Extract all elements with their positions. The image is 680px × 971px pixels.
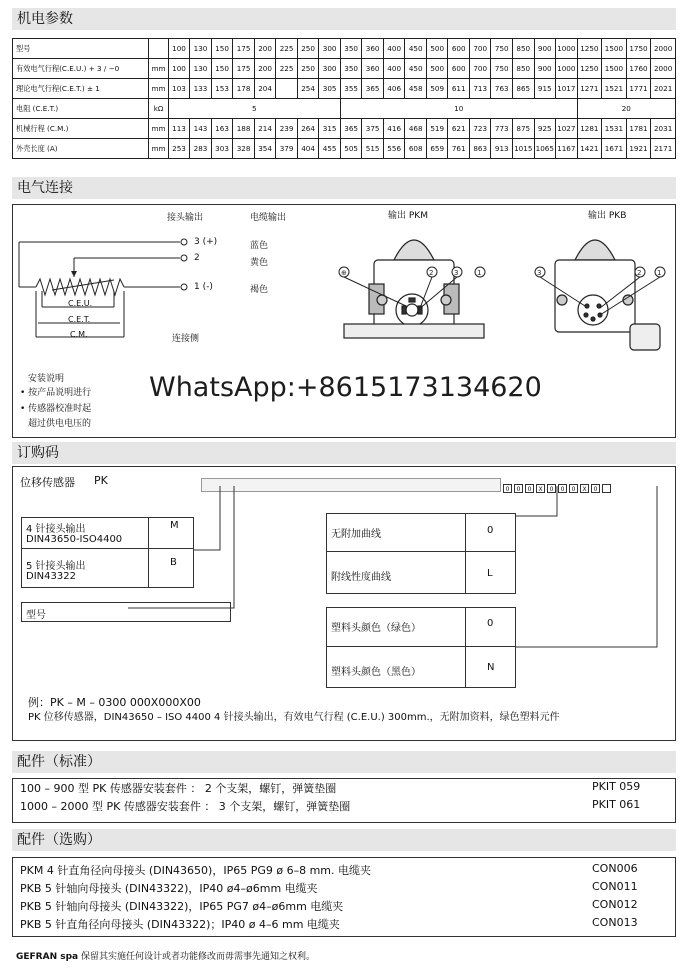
order-example-line1: 例：PK – M – 0300 000X000X00 <box>28 696 201 709</box>
install-title: 安装说明 <box>28 374 65 384</box>
section-header-optional-accessories: 配件（选购） <box>12 829 676 851</box>
code-box: 0 <box>591 484 600 493</box>
params-cell: 556 <box>383 139 405 159</box>
params-cell: 700 <box>469 59 491 79</box>
install-note-2: • 传感器校准时起 <box>20 404 92 414</box>
params-cell: 773 <box>491 119 513 139</box>
params-cell: 350 <box>340 59 362 79</box>
params-cell: 900 <box>534 59 556 79</box>
params-cell: 254 <box>297 79 319 99</box>
params-cell: 365 <box>362 79 384 99</box>
params-cell: 519 <box>426 119 448 139</box>
params-cell: 458 <box>405 79 427 99</box>
option-m-line2: DIN43650-ISO4400 <box>26 534 123 545</box>
params-cell: 1750 <box>626 39 651 59</box>
pkb-connector-drawing <box>530 220 670 355</box>
params-cell: 455 <box>319 139 341 159</box>
params-cell: 375 <box>362 119 384 139</box>
params-cell: 2021 <box>651 79 676 99</box>
whatsapp-watermark <box>141 361 584 414</box>
params-cell <box>276 79 298 99</box>
params-row-unit: mm <box>149 139 168 159</box>
color-option-green-code: 0 <box>487 618 494 629</box>
svg-text:1: 1 <box>477 269 482 277</box>
params-cell: 468 <box>405 119 427 139</box>
option-m-code: M <box>170 520 179 531</box>
params-cell: 509 <box>426 79 448 99</box>
model-label: 型号 <box>26 610 46 621</box>
watermark-text: WhatsApp:+8615173134620 <box>149 372 542 403</box>
params-row <box>13 39 676 59</box>
params-cell: 300 <box>319 39 341 59</box>
cable-output-header: 电缆输出 <box>250 213 287 223</box>
params-cell: 621 <box>448 119 470 139</box>
params-cell: 200 <box>254 39 276 59</box>
params-cell: 239 <box>276 119 298 139</box>
code-box: 0 <box>558 484 567 493</box>
params-cell: 608 <box>405 139 427 159</box>
color-option-black: 塑料头颜色（黑色） <box>331 667 421 678</box>
params-cell: 875 <box>513 119 535 139</box>
params-row-unit: kΩ <box>149 99 168 119</box>
params-cell: 659 <box>426 139 448 159</box>
params-cell: 750 <box>491 39 513 59</box>
pkm-connector-drawing <box>334 220 494 355</box>
params-row-label: 理论电气行程(C.E.T.) ± 1 <box>13 79 149 99</box>
params-cell: 188 <box>233 119 255 139</box>
section-header-params: 机电参数 <box>12 8 676 30</box>
code-box: 0 <box>514 484 523 493</box>
params-cell: 915 <box>534 79 556 99</box>
params-cell: 713 <box>469 79 491 99</box>
params-row-unit: mm <box>149 59 168 79</box>
params-cell: 1065 <box>534 139 556 159</box>
params-cell: 404 <box>297 139 319 159</box>
code-box: X <box>536 484 545 493</box>
standard-accessory-text: 100 – 900 型 PK 传感器安装套件 ： 2 个支架，螺钉，弹簧垫圈 <box>20 782 337 795</box>
params-cell: 150 <box>211 59 233 79</box>
svg-text:⊕: ⊕ <box>341 269 347 277</box>
params-cell: 1760 <box>626 59 651 79</box>
pin-3-label: 3 (+) <box>194 237 218 247</box>
color-option-black-code: N <box>487 662 495 673</box>
params-cell: 2000 <box>651 59 676 79</box>
params-cell: 1500 <box>602 39 627 59</box>
params-cell: 505 <box>340 139 362 159</box>
params-cell: 450 <box>405 59 427 79</box>
color-option-green: 塑料头颜色（绿色） <box>331 623 421 634</box>
code-box: 0 <box>547 484 556 493</box>
params-cell: 283 <box>190 139 212 159</box>
curve-option-linearity: 附线性度曲线 <box>331 572 391 583</box>
params-cell: 1781 <box>626 119 651 139</box>
params-row-label: 型号 <box>13 39 149 59</box>
params-cell: 303 <box>211 139 233 159</box>
code-box: 0 <box>503 484 512 493</box>
params-cell: 315 <box>319 119 341 139</box>
params-cell: 143 <box>190 119 212 139</box>
params-cell: 175 <box>233 59 255 79</box>
params-row <box>13 99 676 119</box>
params-cell: 1421 <box>577 139 602 159</box>
params-cell: 300 <box>319 59 341 79</box>
connector-side-label: 连接侧 <box>172 334 200 344</box>
params-cell: 2031 <box>651 119 676 139</box>
params-cell: 1250 <box>577 59 602 79</box>
params-cell: 354 <box>254 139 276 159</box>
optional-accessory-text: PKB 5 针轴向母接头 (DIN43322)，IP65 PG7 ø4–ø6mm 电缆夹 <box>20 900 344 913</box>
params-cell: 400 <box>383 59 405 79</box>
install-note-1: • 按产品说明进行 <box>20 388 92 398</box>
svg-text:2: 2 <box>637 269 642 277</box>
params-resistance-cell: 5 <box>168 99 340 119</box>
params-cell: 763 <box>491 79 513 99</box>
params-row <box>13 139 676 159</box>
params-cell: 416 <box>383 119 405 139</box>
option-b-line2: DIN43322 <box>26 571 76 582</box>
optional-accessory-code: CON011 <box>592 880 638 893</box>
params-cell: 100 <box>168 39 190 59</box>
params-cell: 150 <box>211 39 233 59</box>
params-cell: 360 <box>362 39 384 59</box>
params-cell: 500 <box>426 39 448 59</box>
svg-text:3: 3 <box>537 269 542 277</box>
params-cell: 250 <box>297 39 319 59</box>
standard-accessory-code: PKIT 061 <box>592 798 641 811</box>
params-cell: 2000 <box>651 39 676 59</box>
footer-text: 保留其实施任何设计或者功能修改而毋需事先通知之权利。 <box>81 952 316 962</box>
params-row-unit <box>149 39 168 59</box>
params-cell: 1015 <box>513 139 535 159</box>
code-box: 0 <box>525 484 534 493</box>
svg-text:2: 2 <box>429 269 434 277</box>
connector-options-table <box>21 517 194 588</box>
params-cell: 723 <box>469 119 491 139</box>
params-cell: 700 <box>469 39 491 59</box>
params-cell: 100 <box>168 59 190 79</box>
params-cell: 1671 <box>602 139 627 159</box>
cm-dim-label: C.M. <box>70 330 88 339</box>
color-options-table <box>326 607 516 688</box>
parameters-table <box>12 38 676 159</box>
terminal-output-header: 接头输出 <box>167 213 204 223</box>
params-cell: 350 <box>340 39 362 59</box>
params-cell: 1027 <box>556 119 578 139</box>
params-cell: 133 <box>190 79 212 99</box>
install-note-3: 超过供电电压的 <box>28 419 92 429</box>
color-yellow-label: 黄色 <box>250 258 269 268</box>
curve-option-none-code: 0 <box>487 525 494 536</box>
params-row <box>13 79 676 99</box>
params-cell: 750 <box>491 59 513 79</box>
params-cell: 163 <box>211 119 233 139</box>
params-cell: 1500 <box>602 59 627 79</box>
ceu-dim-label: C.E.U. <box>68 299 93 308</box>
params-cell: 500 <box>426 59 448 79</box>
option-b-code: B <box>170 557 177 568</box>
pin-1-label: 1 (-) <box>194 282 213 292</box>
optional-accessory-text: PKB 5 针直角径向母接头 (DIN43322)；IP40 ø 4–6 mm 电缆夹 <box>20 918 340 931</box>
code-box: X <box>580 484 589 493</box>
pkb-title: 输出 PKB <box>588 211 627 221</box>
option-m-line1: 4 针接头输出 <box>26 524 86 535</box>
params-cell: 130 <box>190 39 212 59</box>
section-header-order: 订购码 <box>12 442 676 464</box>
params-row-unit: mm <box>149 79 168 99</box>
params-row-label: 有效电气行程(C.E.U.) + 3 / −0 <box>13 59 149 79</box>
params-cell: 355 <box>340 79 362 99</box>
params-row-label: 电阻 (C.E.T.) <box>13 99 149 119</box>
params-cell: 379 <box>276 139 298 159</box>
params-cell: 225 <box>276 59 298 79</box>
params-cell: 225 <box>276 39 298 59</box>
optional-accessory-code: CON012 <box>592 898 638 911</box>
standard-accessory-code: PKIT 059 <box>592 780 641 793</box>
curve-option-none: 无附加曲线 <box>331 529 381 540</box>
params-cell: 863 <box>469 139 491 159</box>
params-cell: 2171 <box>651 139 676 159</box>
params-cell: 611 <box>448 79 470 99</box>
params-cell: 600 <box>448 39 470 59</box>
params-cell: 1921 <box>626 139 651 159</box>
params-cell: 130 <box>190 59 212 79</box>
params-cell: 1250 <box>577 39 602 59</box>
params-row-label: 外壳长度 (A) <box>13 139 149 159</box>
params-cell: 400 <box>383 39 405 59</box>
params-cell: 600 <box>448 59 470 79</box>
params-row-label: 机械行程 (C.M.) <box>13 119 149 139</box>
params-resistance-cell: 20 <box>577 99 675 119</box>
params-cell: 850 <box>513 39 535 59</box>
params-cell: 1167 <box>556 139 578 159</box>
optional-accessory-code: CON013 <box>592 916 638 929</box>
params-cell: 925 <box>534 119 556 139</box>
params-cell: 515 <box>362 139 384 159</box>
optional-accessory-text: PKM 4 针直角径向母接头 (DIN43650)，IP65 PG9 ø 6–8 mm. 电缆夹 <box>20 864 372 877</box>
params-cell: 1531 <box>602 119 627 139</box>
params-cell: 850 <box>513 59 535 79</box>
params-cell: 103 <box>168 79 190 99</box>
footer <box>16 949 315 962</box>
params-cell: 264 <box>297 119 319 139</box>
params-cell: 1271 <box>577 79 602 99</box>
code-box: 0 <box>569 484 578 493</box>
params-cell: 328 <box>233 139 255 159</box>
params-cell: 360 <box>362 59 384 79</box>
optional-accessory-code: CON006 <box>592 862 638 875</box>
params-cell: 178 <box>233 79 255 99</box>
order-example-line2: PK 位移传感器，DIN43650 – ISO 4400 4 针接头输出，有效电气行程 (C.E.U.) 300mm.，无附加资料，绿色塑料元件 <box>28 712 560 723</box>
params-cell: 204 <box>254 79 276 99</box>
pkm-title: 输出 PKM <box>388 211 428 221</box>
params-cell: 1017 <box>556 79 578 99</box>
section-header-standard-accessories: 配件（标准） <box>12 751 676 773</box>
curve-options-table <box>326 513 516 594</box>
params-cell: 250 <box>297 59 319 79</box>
params-row-unit: mm <box>149 119 168 139</box>
params-cell: 1281 <box>577 119 602 139</box>
curve-option-linearity-code: L <box>487 568 493 579</box>
params-row <box>13 119 676 139</box>
svg-text:1: 1 <box>657 269 662 277</box>
params-cell: 450 <box>405 39 427 59</box>
order-prefix-code: PK <box>94 474 108 487</box>
params-cell: 1000 <box>556 59 578 79</box>
color-blue-label: 蓝色 <box>250 241 269 251</box>
params-cell: 113 <box>168 119 190 139</box>
params-cell: 214 <box>254 119 276 139</box>
footer-brand: GEFRAN spa <box>16 952 79 962</box>
params-cell: 761 <box>448 139 470 159</box>
params-cell: 200 <box>254 59 276 79</box>
standard-accessory-text: 1000 – 2000 型 PK 传感器安装套件 ： 3 个支架，螺钉，弹簧垫圈 <box>20 800 351 813</box>
params-cell: 865 <box>513 79 535 99</box>
params-resistance-cell: 10 <box>340 99 577 119</box>
params-cell: 365 <box>340 119 362 139</box>
params-cell: 253 <box>168 139 190 159</box>
svg-text:3: 3 <box>454 269 459 277</box>
params-row <box>13 59 676 79</box>
model-label-box <box>21 602 231 622</box>
params-cell: 1000 <box>556 39 578 59</box>
color-brown-label: 褐色 <box>250 285 269 295</box>
params-cell: 406 <box>383 79 405 99</box>
option-b-line1: 5 针接头输出 <box>26 561 86 572</box>
section-header-electrical: 电气连接 <box>12 177 676 199</box>
params-cell: 153 <box>211 79 233 99</box>
pin-2-label: 2 <box>194 253 200 263</box>
cet-dim-label: C.E.T. <box>68 315 91 324</box>
params-cell: 900 <box>534 39 556 59</box>
order-prefix-label: 位移传感器 <box>20 476 75 489</box>
params-cell: 1521 <box>602 79 627 99</box>
params-cell: 913 <box>491 139 513 159</box>
params-cell: 1771 <box>626 79 651 99</box>
optional-accessory-text: PKB 5 针轴向母接头 (DIN43322)，IP40 ø4–ø6mm 电缆夹 <box>20 882 318 895</box>
params-cell: 175 <box>233 39 255 59</box>
params-cell: 305 <box>319 79 341 99</box>
